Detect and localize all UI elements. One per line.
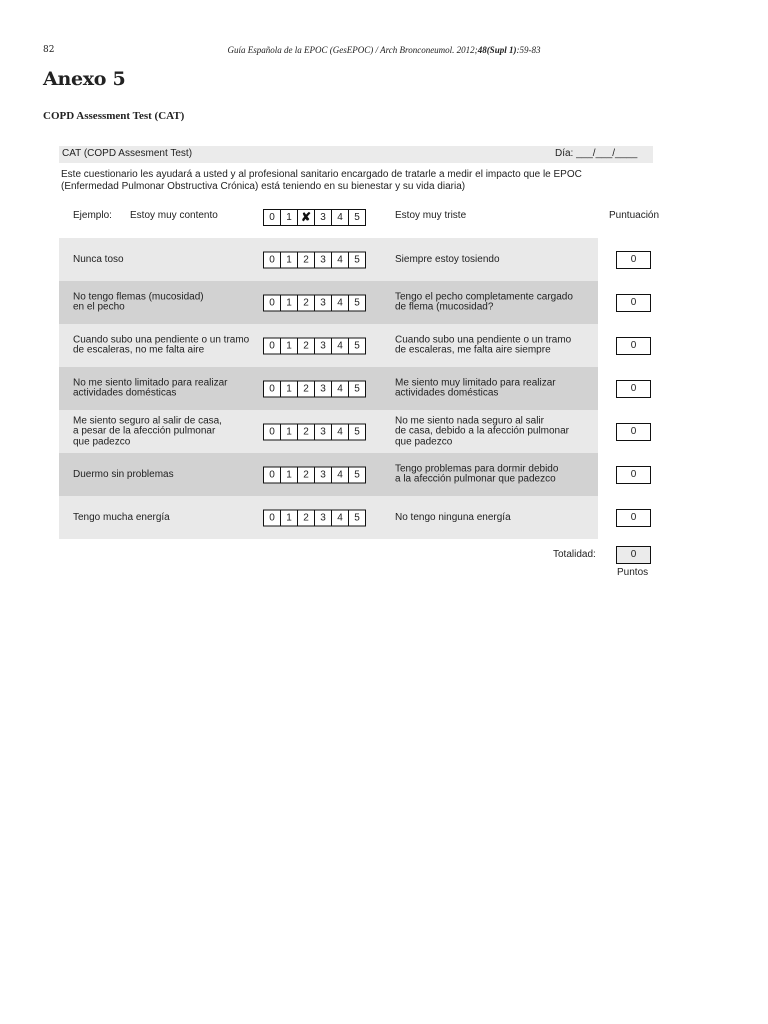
- running-header: [0, 45, 768, 55]
- total-label: Totalidad:: [553, 549, 596, 560]
- total-score-box: 0: [616, 546, 651, 564]
- rating-option[interactable]: 3: [315, 510, 332, 525]
- question-row: [59, 367, 598, 410]
- question-right-text: Siempre estoy tosiendo: [395, 253, 500, 265]
- journal-volume: 48(Supl 1): [477, 45, 517, 55]
- question-left-text: Nunca toso: [73, 253, 124, 265]
- x-mark-icon: ✘: [298, 210, 315, 225]
- score-box[interactable]: 0: [616, 294, 651, 312]
- rating-option[interactable]: 2: [298, 338, 315, 353]
- rating-scale: [263, 251, 366, 268]
- rating-option[interactable]: 2: [298, 467, 315, 482]
- rating-option[interactable]: 4: [332, 381, 349, 396]
- rating-option[interactable]: 4: [332, 338, 349, 353]
- rating-option[interactable]: 5: [354, 297, 360, 308]
- question-row: [59, 410, 598, 453]
- rating-option[interactable]: 5: [354, 254, 360, 265]
- question-left-text: Tengo mucha energía: [73, 511, 170, 523]
- rating-option[interactable]: 3: [315, 252, 332, 267]
- rating-option[interactable]: 1: [281, 338, 298, 353]
- rating-option[interactable]: 4: [332, 295, 349, 310]
- section-title: COPD Assessment Test (CAT): [43, 110, 185, 122]
- rating-option[interactable]: 2: [298, 295, 315, 310]
- example-scale-cell: 1: [281, 210, 298, 225]
- annex-title: Anexo 5: [43, 68, 126, 90]
- rating-option[interactable]: 5: [354, 469, 360, 480]
- points-label: Puntos: [617, 567, 649, 578]
- rating-option[interactable]: 2: [298, 510, 315, 525]
- example-left-text: Estoy muy contento: [130, 210, 218, 221]
- question-row: [59, 496, 598, 539]
- rating-option[interactable]: 5: [354, 340, 360, 351]
- example-right-text: Estoy muy triste: [395, 210, 467, 221]
- question-right-text: No me siento nada seguro al salir de casa, debido a la afección pulmonar que padezco: [395, 414, 570, 447]
- rating-option[interactable]: 0: [264, 295, 281, 310]
- question-row: [59, 238, 598, 281]
- question-right-text: Cuando subo una pendiente o un tramo de escaleras, me falta aire siempre: [395, 334, 572, 356]
- rating-option[interactable]: 5: [354, 426, 360, 437]
- intro-text: Este cuestionario les ayudará a usted y al profesional sanitario encargado de tratarle a medir el impacto que le EPOC (Enfermedad Pulmonar Obstructiva Crónica) está teniendo en su bienestar y su vida diaria): [61, 169, 582, 192]
- example-scale-cell: 3: [315, 210, 332, 225]
- example-scale-cell: 0: [264, 210, 281, 225]
- rating-scale: [263, 466, 366, 483]
- rating-option[interactable]: 0: [264, 338, 281, 353]
- rating-option[interactable]: 1: [281, 381, 298, 396]
- score-column-header: Puntuación: [609, 210, 660, 221]
- score-box[interactable]: 0: [616, 380, 651, 398]
- rating-option[interactable]: 3: [315, 467, 332, 482]
- rating-option[interactable]: 0: [264, 381, 281, 396]
- rating-scale: [263, 509, 366, 526]
- question-right-text: Me siento muy limitado para realizar actividades domésticas: [395, 377, 556, 399]
- question-left-text: Duermo sin problemas: [73, 468, 174, 480]
- example-scale-cell: 5: [354, 212, 360, 223]
- form-header: [59, 146, 653, 163]
- rating-option[interactable]: 2: [298, 424, 315, 439]
- rating-option[interactable]: 0: [264, 510, 281, 525]
- rating-option[interactable]: 4: [332, 252, 349, 267]
- rating-option[interactable]: 4: [332, 424, 349, 439]
- question-right-text: Tengo problemas para dormir debido a la afección pulmonar que padezco: [395, 463, 559, 485]
- rating-scale: [263, 294, 366, 311]
- rating-option[interactable]: 5: [354, 512, 360, 523]
- rating-option[interactable]: 3: [315, 424, 332, 439]
- question-row: [59, 281, 598, 324]
- example-scale-cell: 4: [332, 210, 349, 225]
- rating-option[interactable]: 2: [298, 252, 315, 267]
- question-right-text: Tengo el pecho completamente cargado de flema (mucosidad?: [395, 291, 573, 313]
- example-scale: [263, 209, 366, 226]
- journal-pages: :59-83: [516, 45, 541, 55]
- form-name: CAT (COPD Assesment Test): [62, 148, 193, 159]
- question-row: [59, 324, 598, 367]
- rating-option[interactable]: 1: [281, 510, 298, 525]
- rating-scale: [263, 380, 366, 397]
- rating-option[interactable]: 0: [264, 424, 281, 439]
- rating-option[interactable]: 5: [354, 383, 360, 394]
- score-box[interactable]: 0: [616, 423, 651, 441]
- question-left-text: No tengo flemas (mucosidad) en el pecho: [73, 291, 204, 313]
- rating-option[interactable]: 0: [264, 467, 281, 482]
- question-left-text: Me siento seguro al salir de casa, a pesar de la afección pulmonar que padezco: [73, 414, 222, 447]
- score-box[interactable]: 0: [616, 509, 651, 527]
- example-label: Ejemplo:: [73, 210, 112, 221]
- rating-option[interactable]: 1: [281, 467, 298, 482]
- score-box[interactable]: 0: [616, 337, 651, 355]
- question-row: [59, 453, 598, 496]
- question-right-text: No tengo ninguna energía: [395, 511, 511, 523]
- rating-option[interactable]: 3: [315, 338, 332, 353]
- page-number: 82: [43, 45, 55, 55]
- question-left-text: Cuando subo una pendiente o un tramo de escaleras, no me falta aire: [73, 334, 250, 356]
- score-box[interactable]: 0: [616, 251, 651, 269]
- rating-option[interactable]: 4: [332, 467, 349, 482]
- rating-option[interactable]: 2: [298, 381, 315, 396]
- rating-option[interactable]: 3: [315, 381, 332, 396]
- question-left-text: No me siento limitado para realizar actividades domésticas: [73, 377, 228, 399]
- rating-option[interactable]: 4: [332, 510, 349, 525]
- example-row: [59, 196, 598, 236]
- journal-citation: Guía Española de la EPOC (GesEPOC) / Arch Bronconeumol. 2012;: [227, 45, 478, 55]
- rating-scale: [263, 423, 366, 440]
- rating-option[interactable]: 1: [281, 252, 298, 267]
- score-box[interactable]: 0: [616, 466, 651, 484]
- rating-option[interactable]: 0: [264, 252, 281, 267]
- date-field[interactable]: Día: ___/___/____: [555, 148, 638, 159]
- rating-option[interactable]: 3: [315, 295, 332, 310]
- rating-option[interactable]: 1: [281, 424, 298, 439]
- rating-scale: [263, 337, 366, 354]
- rating-option[interactable]: 1: [281, 295, 298, 310]
